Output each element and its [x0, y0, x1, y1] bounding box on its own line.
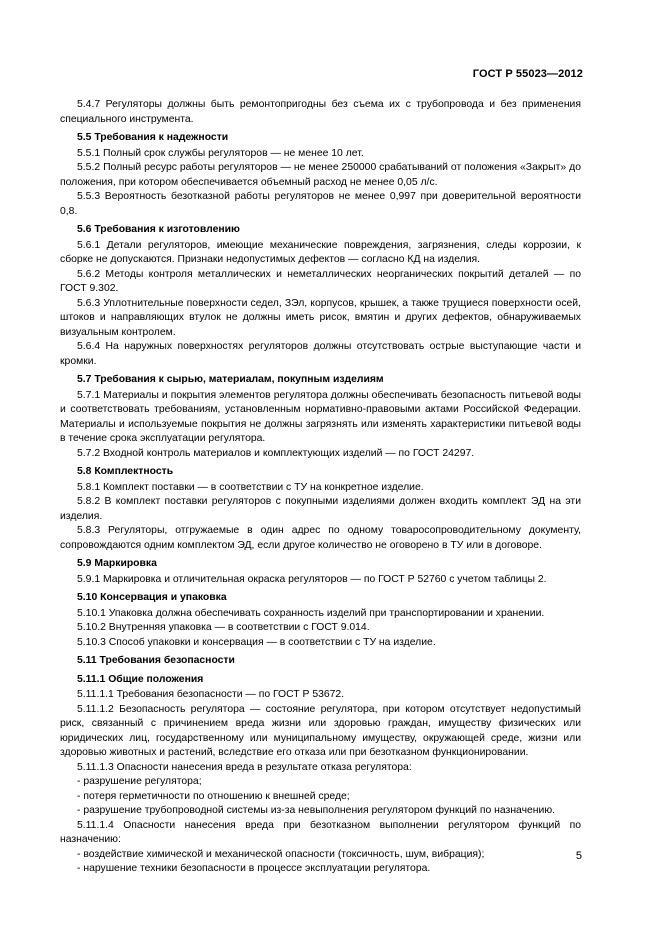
- heading-5-8: 5.8 Комплектность: [77, 466, 174, 477]
- heading-5-10: 5.10 Консервация и упаковка: [77, 592, 227, 603]
- paragraph-5-11-1-2: 5.11.1.2 Безопасность регулятора — состояние регулятора, при котором отсутствует недопустимый риск, связанный с причинением вреда жизни или здоровью граждан, имуществу физических или юридических лиц, государственному или муниципальному имуществу, окружающей среде, жизни или здоровью животных и растений, вследствие его отказа или при безотказном функционировании.: [60, 703, 581, 758]
- paragraph-5-10-3: 5.10.3 Способ упаковки и консервация — в соответствии с ТУ на изделие.: [77, 636, 436, 648]
- paragraph-5-7-2: 5.7.2 Входной контроль материалов и комплектующих изделий — по ГОСТ 24297.: [77, 447, 475, 459]
- heading-5-11-1: 5.11.1 Общие положения: [77, 673, 204, 685]
- paragraph-5-11-1-1: 5.11.1.1 Требования безопасности — по ГОСТ Р 53672.: [77, 689, 345, 700]
- paragraph-5-10-1: 5.10.1 Упаковка должна обеспечивать сохранность изделий при транспортировании и хранении.: [77, 607, 545, 619]
- paragraph-5-6-4: 5.6.4 На наружных поверхностях регуляторов должны отсутствовать острые выступающие части и кромки.: [60, 341, 581, 367]
- heading-5-7: 5.7 Требования к сырью, материалам, покупным изделиям: [77, 374, 384, 385]
- paragraph-5-7-1: 5.7.1 Материалы и покрытия элементов регулятора должны обеспечивать безопасность питьевой воды и соответствовать требованиям, установленным нормативно-правовыми актами Российской Федерации. Материалы и используемые покрытия не должны загрязнять или изменять характеристики питьевой воды в течение срока эксплуатации регулятора.: [60, 389, 581, 444]
- paragraph-5-8-1: 5.8.1 Комплект поставки — в соответствии с ТУ на конкретное изделие.: [77, 481, 424, 493]
- list-item-leak: - потеря герметичности по отношению к внешней среде;: [77, 790, 350, 802]
- paragraph-5-9-1: 5.9.1 Маркировка и отличительная окраска регуляторов — по ГОСТ Р 52760 с учетом таблицы 2.: [77, 573, 547, 585]
- paragraph-5-6-3: 5.6.3 Уплотнительные поверхности седел, ЗЭл, корпусов, крышек, а также трущиеся поверхности осей, штоков и направляющих втулок не должны иметь рисок, вмятин и других дефектов, обнаруживаемых визуальным контролем.: [60, 297, 581, 338]
- paragraph-5-5-3: 5.5.3 Вероятность безотказной работы регуляторов не менее 0,997 при доверительной вероятности 0,8.: [60, 191, 581, 217]
- paragraph-5-5-2: 5.5.2 Полный ресурс работы регуляторов — не менее 250000 срабатываний от положения «Закрыт» до положения, при котором обеспечивается объемный расход не менее 0,05 л/с.: [60, 162, 581, 188]
- heading-5-9: 5.9 Маркировка: [77, 558, 157, 569]
- page-number: 5: [575, 850, 582, 862]
- paragraph-5-10-2: 5.10.2 Внутренняя упаковка — в соответствии с ГОСТ 9.014.: [77, 622, 370, 633]
- document-code-header: ГОСТ Р 55023—2012: [472, 68, 583, 80]
- paragraph-5-6-2: 5.6.2 Методы контроля металлических и неметаллических неорганических покрытий деталей — по ГОСТ 9.302.: [60, 268, 581, 294]
- paragraph-5-6-1: 5.6.1 Детали регуляторов, имеющие механические повреждения, загрязнения, следы коррозии, к сборке не допускаются. Признаки недопустимых дефектов — согласно КД на изделия.: [60, 239, 581, 265]
- list-item-destruction: - разрушение регулятора;: [77, 776, 202, 787]
- paragraph-5-5-1: 5.5.1 Полный срок службы регуляторов — не менее 10 лет.: [77, 147, 364, 159]
- list-item-chemical: - воздействие химической и механической опасности (токсичность, шум, вибрация);: [77, 848, 485, 860]
- heading-5-6: 5.6 Требования к изготовлению: [77, 224, 240, 235]
- paragraph-5-8-2: 5.8.2 В комплект поставки регуляторов с покупными изделиями должен входить комплект ЭД на эти изделия.: [60, 496, 581, 522]
- heading-5-11: 5.11 Требования безопасности: [77, 655, 235, 666]
- paragraph-5-8-3: 5.8.3 Регуляторы, отгружаемые в один адрес по одному товаросопроводительному документу, сопровождаются одним комплектом ЭД, если другое количество не оговорено в ТУ или в договоре.: [60, 525, 581, 551]
- paragraph-5-4-7: 5.4.7 Регуляторы должны быть ремонтопригодны без съема их с трубопровода и без применения специального инструмента.: [60, 99, 581, 125]
- heading-5-5: 5.5 Требования к надежности: [77, 132, 229, 143]
- paragraph-5-11-1-4: 5.11.1.4 Опасности нанесения вреда при безотказном выполнении регулятором функций по назначению:: [60, 819, 581, 845]
- paragraph-5-11-1-3: 5.11.1.3 Опасности нанесения вреда в результате отказа регулятора:: [77, 761, 412, 773]
- document-body: [60, 98, 581, 877]
- list-item-safety: - нарушение техники безопасности в процессе эксплуатации регулятора.: [77, 863, 431, 874]
- list-item-pipeline: - разрушение трубопроводной системы из-за невыполнения регулятором функций по назначению.: [77, 805, 556, 816]
